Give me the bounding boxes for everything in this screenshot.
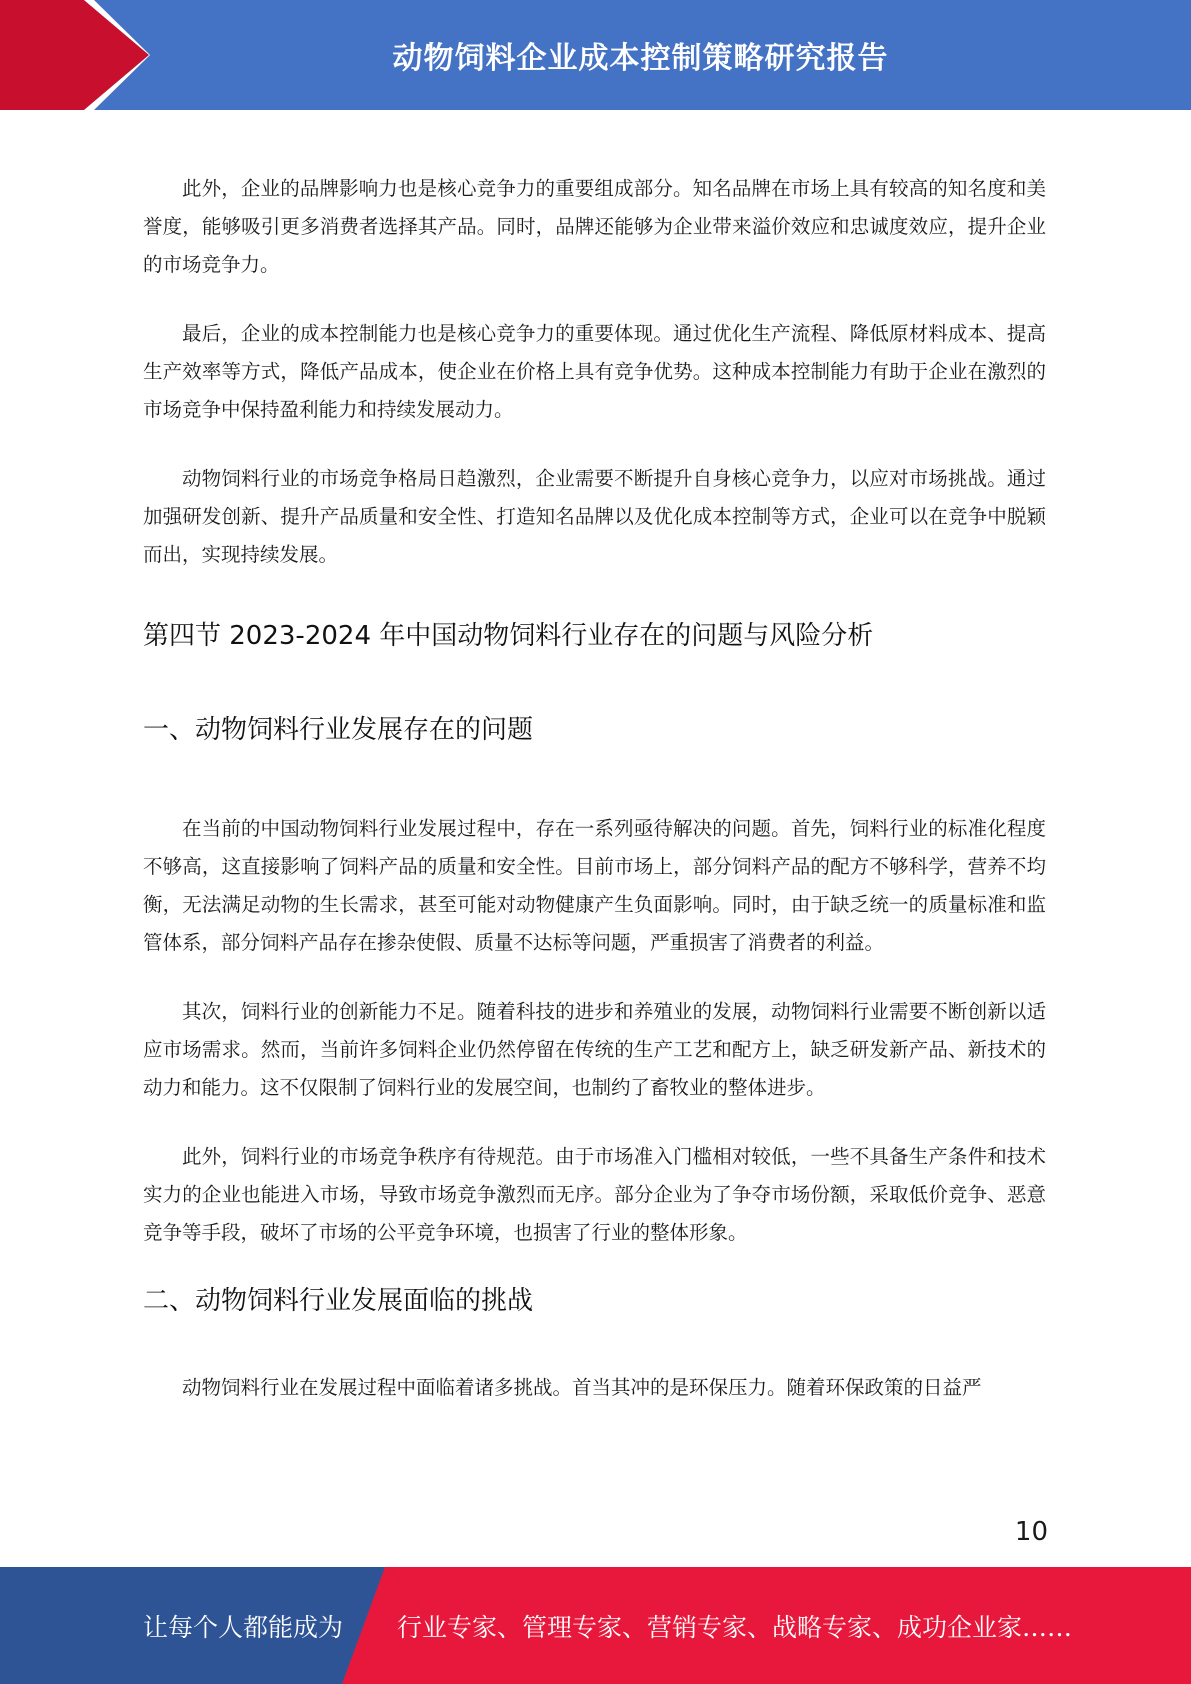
paragraph-standardization: 在当前的中国动物饲料行业发展过程中，存在一系列亟待解决的问题。首先，饲料行业的标准化程度不够高，这直接影响了饲料产品的质量和安全性。目前市场上，部分饲料产品的配方不够科学，营养不均衡，无法满足动物的生长需求，甚至可能对动物健康产生负面影响。同时，由于缺乏统一的质量标准和监管体系，部分饲料产品存在掺杂使假、质量不达标等问题，严重损害了消费者的利益。 (143, 817, 1046, 954)
footer-banner (0, 1567, 1191, 1684)
header-banner (0, 0, 1191, 110)
page-number: 10 (1014, 1517, 1048, 1547)
footer-slogan-left: 让每个人都能成为 (143, 1612, 344, 1642)
subheading-challenges: 二、动物饲料行业发展面临的挑战 (143, 1286, 534, 1316)
paragraph-brand-influence: 此外，企业的品牌影响力也是核心竞争力的重要组成部分。知名品牌在市场上具有较高的知名度和美誉度，能够吸引更多消费者选择其产品。同时，品牌还能够为企业带来溢价效应和忠诚度效应，提升企业的市场竞争力。 (143, 177, 1046, 276)
footer-slogan-right: 行业专家、管理专家、营销专家、战略专家、成功企业家…… (397, 1612, 1073, 1642)
header-red-block (0, 0, 68, 110)
subheading-problems: 一、动物饲料行业发展存在的问题 (143, 715, 534, 745)
section-heading: 第四节 2023-2024 年中国动物饲料行业存在的问题与风险分析 (143, 621, 874, 651)
paragraph-cost-control: 最后，企业的成本控制能力也是核心竞争力的重要体现。通过优化生产流程、降低原材料成本、提高生产效率等方式，降低产品成本，使企业在价格上具有竞争优势。这种成本控制能力有助于企业在激烈的市场竞争中保持盈利能力和持续发展动力。 (143, 322, 1046, 421)
header-chevron-shape (68, 0, 150, 110)
document-title: 动物饲料企业成本控制策略研究报告 (392, 41, 889, 76)
paragraph-innovation: 其次，饲料行业的创新能力不足。随着科技的进步和养殖业的发展，动物饲料行业需要不断创新以适应市场需求。然而，当前许多饲料企业仍然停留在传统的生产工艺和配方上，缺乏研发新产品、新技术的动力和能力。这不仅限制了饲料行业的发展空间，也制约了畜牧业的整体进步。 (143, 1000, 1046, 1099)
paragraph-market-order: 此外，饲料行业的市场竞争秩序有待规范。由于市场准入门槛相对较低，一些不具备生产条件和技术实力的企业也能进入市场，导致市场竞争激烈而无序。部分企业为了争夺市场份额，采取低价竞争、恶意竞争等手段，破坏了市场的公平竞争环境，也损害了行业的整体形象。 (143, 1145, 1046, 1244)
page-body (143, 170, 1046, 1438)
paragraph-environmental-pressure: 动物饲料行业在发展过程中面临着诸多挑战。首当其冲的是环保压力。随着环保政策的日益严 (182, 1376, 982, 1399)
paragraph-competition-summary: 动物饲料行业的市场竞争格局日趋激烈，企业需要不断提升自身核心竞争力，以应对市场挑战。通过加强研发创新、提升产品质量和安全性、打造知名品牌以及优化成本控制等方式，企业可以在竞争中脱颖而出，实现持续发展。 (143, 467, 1046, 566)
